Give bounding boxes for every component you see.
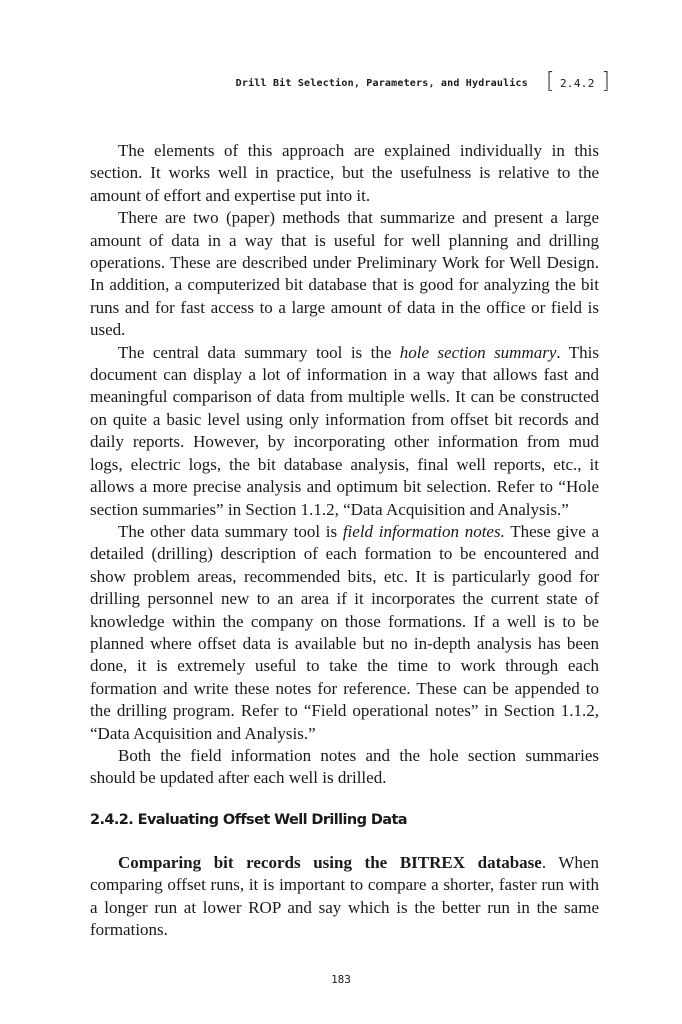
- running-head: [90, 70, 610, 100]
- paragraph-4-rest: These give a detailed (drilling) description of each formation to be encountered and show problem areas, recommended bits, etc. It is particularly good for drilling personnel new to an area if it incorporates the current state of knowledge within the company on those formations. If a well is to be planned where offset data is available but no in-depth analysis has been done, it is extremely useful to take the time to work through each formation and write these notes for reference. These can be appended to the drilling program. Refer to “Field operational notes” in Section 1.1.2, “Data Acquisition and Analysis.”: [90, 521, 599, 743]
- paragraph-5: Both the field information notes and the hole section summaries should be updated after each well is drilled.: [90, 745, 599, 788]
- paragraph-3-start: The central data summary tool is the: [118, 342, 400, 362]
- paragraph-3-term: hole section summary: [399, 342, 557, 362]
- section-bracket-left: [: [546, 69, 555, 94]
- paragraph-2: There are two (paper) methods that summarize and present a large amount of data in a way that is useful for well planning and drilling operations. These are described under Preliminary Work for Well Design. In addition, a computerized bit database that is good for analyzing the bit runs and for fast access to a large amount of data in the office or field is used.: [90, 208, 599, 340]
- running-head-section: [546, 70, 610, 96]
- paragraph-4: [90, 521, 599, 745]
- section-paragraph-lead: Comparing bit records using the BITREX database: [118, 853, 542, 872]
- paragraph-4-term: field information notes.: [342, 521, 505, 541]
- section-heading: 2.4.2. Evaluating Offset Well Drilling Data: [90, 812, 407, 828]
- section-number: 2.4.2: [560, 77, 595, 90]
- section-body: [90, 852, 599, 942]
- paragraph-4-start: The other data summary tool is: [118, 521, 343, 541]
- section-paragraph-1: [90, 852, 599, 942]
- page-number: 183: [331, 973, 351, 986]
- paragraph-3-rest: . This document can display a lot of information in a way that allows fast and meaningful comparison of data from multiple wells. It can be constructed on quite a basic level using only information from offset bit records and daily reports. However, by incorporating other information from mud logs, electric logs, the bit database analysis, final well reports, etc., it allows a more precise analysis and optimum bit selection. Refer to “Hole section summaries” in Section 1.1.2, “Data Acquisition and Analysis.”: [90, 342, 599, 519]
- paragraph-1: The elements of this approach are explained individually in this section. It works well in practice, but the usefulness is relative to the amount of effort and expertise put into it.: [90, 141, 599, 205]
- running-head-title: Drill Bit Selection, Parameters, and Hydraulics: [235, 78, 528, 89]
- section-bracket-right: ]: [601, 69, 610, 94]
- section-paragraph-text: . When comparing offset runs, it is important to compare a shorter, faster run with a longer run at lower ROP and say which is the better run in the same formations.: [90, 853, 599, 940]
- paragraph-3: [90, 342, 599, 521]
- body-text: [90, 140, 599, 790]
